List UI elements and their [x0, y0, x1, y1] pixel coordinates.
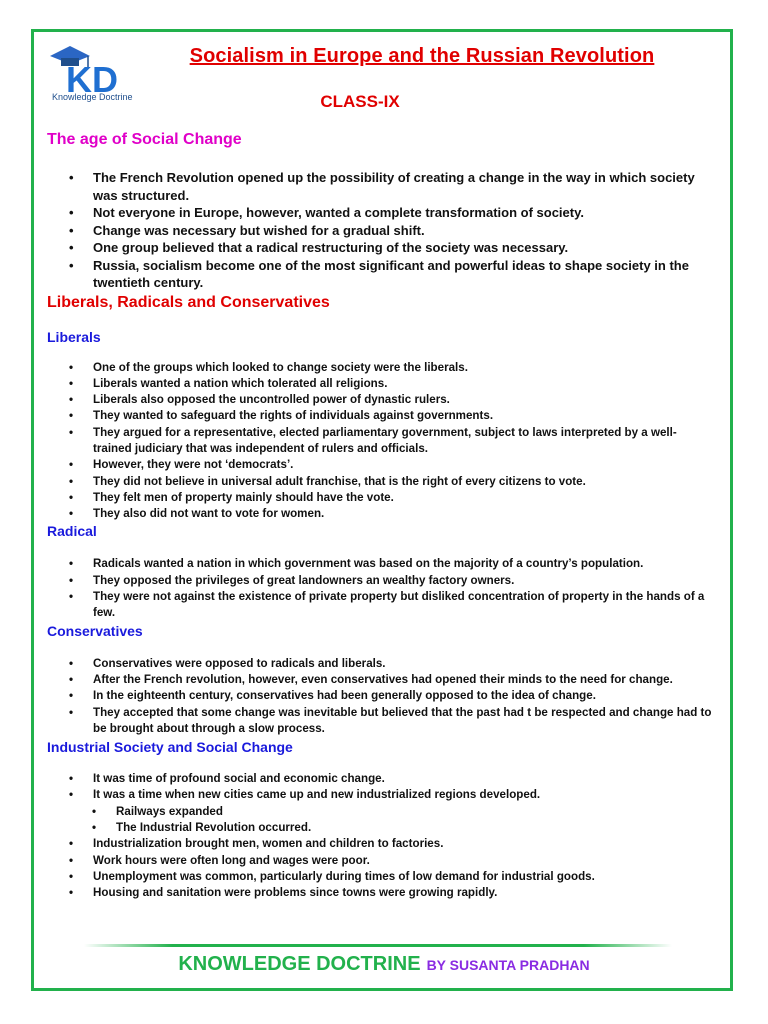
list-item: • It was time of profound social and economic change. — [47, 771, 712, 787]
footer — [40, 953, 728, 976]
section-heading-industrial: Industrial Society and Social Change — [47, 739, 293, 756]
liberals-list — [47, 360, 712, 523]
section-heading-conservatives: Conservatives — [47, 622, 143, 639]
list-item: • They felt men of property mainly should have the vote. — [47, 490, 712, 506]
list-item: • They were not against the existence of private property but disliked concentration of property in the hands of a few. — [47, 589, 712, 622]
industrial-list — [47, 771, 712, 804]
list-item: • Industrialization brought men, women and children to factories. — [47, 836, 712, 852]
svg-text:K: K — [66, 59, 92, 98]
list-item: • They also did not want to vote for women. — [47, 506, 712, 522]
list-item: • They wanted to safeguard the rights of individuals against governments. — [47, 408, 712, 424]
list-item: • Housing and sanitation were problems since towns were growing rapidly. — [47, 885, 712, 901]
list-item: • Liberals also opposed the uncontrolled power of dynastic rulers. — [47, 392, 712, 408]
footer-author: BY SUSANTA PRADHAN — [426, 957, 590, 973]
industrial-list-continued — [47, 836, 712, 901]
list-item: • They argued for a representative, elected parliamentary government, subject to laws interpreted by a well-trained judiciary that was independent of rulers and officials. — [47, 425, 712, 458]
list-item: • Change was necessary but wished for a gradual shift. — [47, 222, 712, 240]
graduation-cap-icon — [44, 42, 156, 98]
industrial-sublist — [47, 804, 712, 837]
list-item: • They did not believe in universal adult franchise, that is the right of every citizens to vote. — [47, 474, 712, 490]
list-item: • They accepted that some change was inevitable but believed that the past had t be respected and change had to be brought about through a slow process. — [47, 705, 712, 738]
logo-caption: Knowledge Doctrine — [52, 92, 133, 102]
svg-text:D: D — [92, 59, 118, 98]
list-item: • Liberals wanted a nation which tolerated all religions. — [47, 376, 712, 392]
section-heading-lrc: Liberals, Radicals and Conservatives — [47, 293, 330, 311]
radical-list — [47, 556, 712, 621]
list-item: • The French Revolution opened up the possibility of creating a change in the way in which society was structured. — [47, 169, 712, 204]
list-item: • After the French revolution, however, even conservatives had opened their minds to the need for change. — [47, 672, 712, 688]
age-list — [47, 169, 712, 292]
footer-divider — [84, 944, 672, 947]
list-item: • They opposed the privileges of great landowners an wealthy factory owners. — [47, 573, 712, 589]
list-item: • It was a time when new cities came up and new industrialized regions developed. — [47, 787, 712, 803]
class-label: CLASS-IX — [320, 92, 400, 111]
list-item: • Radicals wanted a nation in which government was based on the majority of a country’s population. — [47, 556, 712, 572]
main-content — [47, 128, 712, 902]
list-item: • Work hours were often long and wages were poor. — [47, 853, 712, 869]
list-item: • In the eighteenth century, conservatives had been generally opposed to the idea of change. — [47, 688, 712, 704]
list-item: • Not everyone in Europe, however, wanted a complete transformation of society. — [47, 204, 712, 222]
list-item: • Unemployment was common, particularly during times of low demand for industrial goods. — [47, 869, 712, 885]
list-item: • One group believed that a radical restructuring of the society was necessary. — [47, 239, 712, 257]
section-heading-radical: Radical — [47, 523, 97, 540]
list-item: • Conservatives were opposed to radicals and liberals. — [47, 656, 712, 672]
conservatives-list — [47, 656, 712, 737]
list-item: • Russia, socialism become one of the most significant and powerful ideas to shape society in the twentieth century. — [47, 257, 712, 292]
section-heading-age: The age of Social Change — [47, 131, 242, 148]
list-item: • One of the groups which looked to change society were the liberals. — [47, 360, 712, 376]
section-heading-liberals: Liberals — [47, 328, 101, 345]
footer-brand: KNOWLEDGE DOCTRINE — [178, 953, 421, 975]
sub-list-item: • The Industrial Revolution occurred. — [47, 820, 712, 836]
sub-list-item: • Railways expanded — [47, 804, 712, 820]
list-item: • However, they were not ‘democrats’. — [47, 457, 712, 473]
page-title: Socialism in Europe and the Russian Revolution — [189, 45, 655, 67]
